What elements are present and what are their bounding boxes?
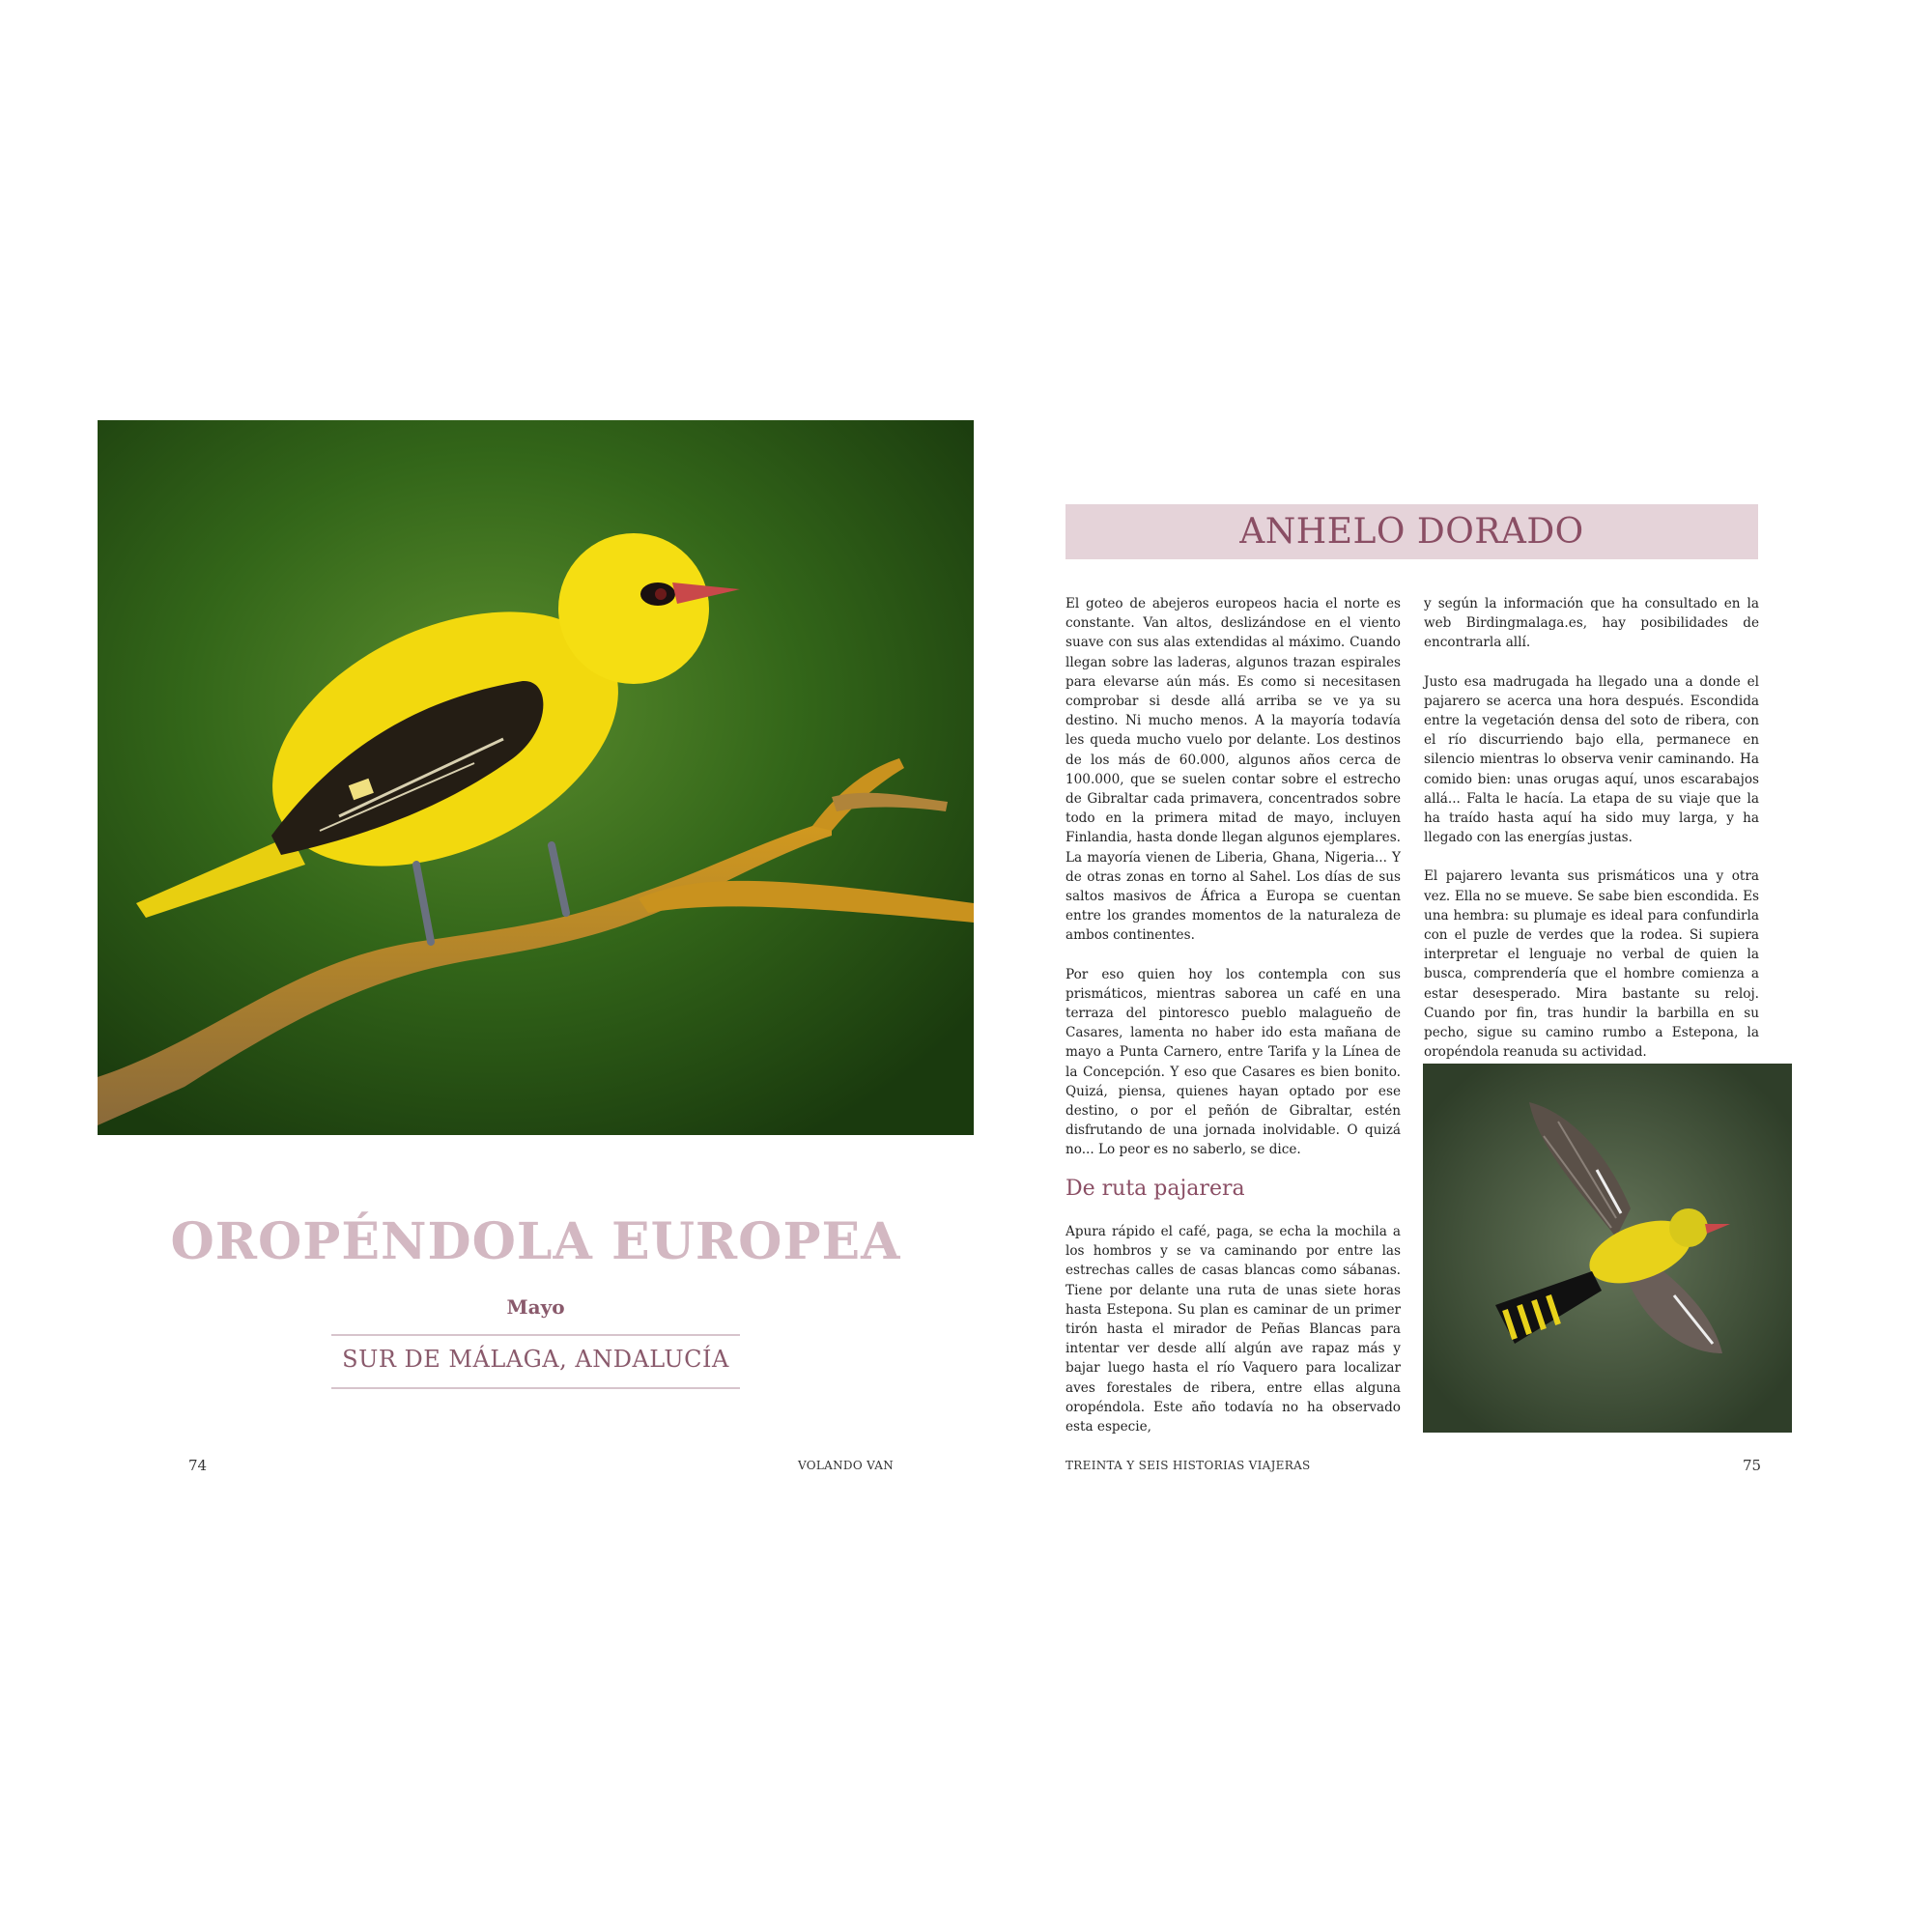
chapter-title: ANHELO DORADO: [1239, 512, 1584, 552]
body-paragraph: y según la información que ha consultado en la web Birdingmalaga.es, hay posibilidades de encontrarla allí.: [1424, 596, 1759, 651]
body-paragraph: Justo esa madrugada ha llegado una a donde el pajarero se acerca una hora después. Escondida entre la vegetación densa del soto de ribera, con el río discurriendo bajo ella, permanece en silencio mientras lo observa venir caminando. Ha comido bien: unas orugas aquí, unos escarabajos allá... Falta le hacía. La etapa de su viaje que la ha traído hasta aquí ha sido muy larga, y ha llegado con las energías justas.: [1424, 673, 1759, 846]
text-column-left: [1065, 594, 1401, 1435]
location-divider-bottom: [331, 1387, 740, 1389]
body-paragraph: El goteo de abejeros europeos hacia el norte es constante. Van altos, deslizándose en el viento suave con sus alas extendidas al máximo. Cuando llegan sobre las laderas, algunos trazan espirales para elevarse aún más. Es como si necesitasen comprobar si desde allá arriba se ve ya su destino. Ni mucho menos. A la mayoría todavía les queda mucho vuelo por delante. Los destinos de los más de 60.000, algunos años cerca de 100.000, que se suelen contar sobre el estrecho de Gibraltar cada primavera, concentrados sobre todo en la primera mitad de mayo, incluyen Finlandia, hasta donde llegan algunos ejemplares. La mayoría vienen de Liberia, Ghana, Nigeria... Y de otras zonas en torno al Sahel. Los días de sus saltos masivos de África a Europa se cuentan entre los grandes momentos de la naturaleza de ambos continentes.: [1065, 596, 1401, 944]
oriole-flight-photo: [1423, 1064, 1792, 1433]
body-paragraph: El pajarero levanta sus prismáticos una y otra vez. Ella no se mueve. Se sabe bien escondida. Es una hembra: su plumaje es ideal para confundirla con el puzle de verdes que la rodea. Si supiera interpretar el lenguaje no verbal de quien la busca, comprendería que el hombre comienza a estar desesperado. Mira bastante su reloj. Cuando por fin, tras hundir la barbilla en su pecho, sigue su camino rumbo a Estepona, la oropéndola reanuda su actividad.: [1424, 868, 1759, 1061]
chapter-banner: [1065, 504, 1758, 559]
location-label: SUR DE MÁLAGA, ANDALUCÍA: [342, 1346, 729, 1373]
location-divider-top: [331, 1334, 740, 1336]
section-subheading: De ruta pajarera: [1065, 1176, 1245, 1201]
oriole-perched-photo: [98, 420, 974, 1135]
oriole-flight-illustration: [1423, 1064, 1792, 1433]
running-head-right: TREINTA Y SEIS HISTORIAS VIAJERAS: [1065, 1459, 1311, 1472]
species-title: OROPÉNDOLA EUROPEA: [170, 1212, 901, 1271]
text-column-right: [1424, 594, 1759, 1061]
page-number-right: 75: [1743, 1457, 1762, 1474]
body-paragraph: Apura rápido el café, paga, se echa la mochila a los hombros y se va caminando por entre las estrechas calles de casas blancas como sábanas. Tiene por delante una ruta de unas siete horas hasta Estepona. Su plan es caminar de un primer tirón hasta el mirador de Peñas Blancas para intentar ver desde allí algún ave rapaz más y bajar luego hasta el río Vaquero para localizar aves forestales de ribera, entre ellas alguna oropéndola. Este año todavía no ha observado esta especie,: [1065, 1223, 1401, 1435]
running-head-left: VOLANDO VAN: [798, 1459, 895, 1472]
species-month: Mayo: [506, 1295, 565, 1319]
page-number-left: 74: [188, 1457, 208, 1474]
body-paragraph: Por eso quien hoy los contempla con sus prismáticos, mientras saborea un café en una terraza del pintoresco pueblo malagueño de Casares, lamenta no haber ido esta mañana de mayo a Punta Carnero, entre Tarifa y la Línea de la Concepción. Y eso que Casares es bien bonito. Quizá, piensa, quienes hayan optado por ese destino, o por el peñón de Gibraltar, estén disfrutando de una jornada inolvidable. O quizá no... Lo peor es no saberlo, se dice.: [1065, 966, 1401, 1158]
oriole-perched-illustration: [98, 420, 974, 1135]
